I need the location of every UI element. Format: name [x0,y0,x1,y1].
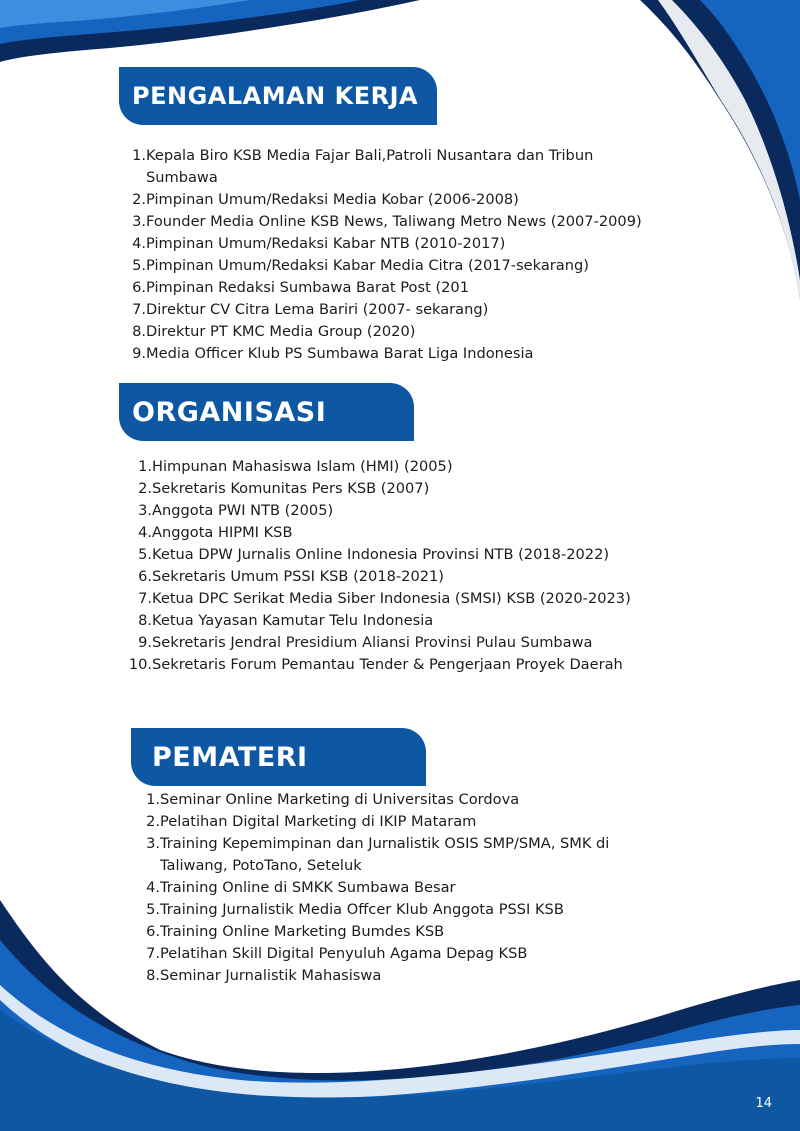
list-item-text: Seminar Jurnalistik Mahasiswa [160,967,382,984]
list-item-text: Media Officer Klub PS Sumbawa Barat Liga Indonesia [146,345,534,362]
list-item [138,943,658,965]
list-item [124,189,644,211]
list-item-text: Training Online di SMKK Sumbawa Besar [160,879,456,896]
list-item [124,343,644,365]
list-item-text: Training Kepemimpinan dan Jurnalistik OSIS SMP/SMA, SMK di Taliwang, PotoTano, Seteluk [160,835,610,874]
list-item-number: 6. [146,923,160,940]
list-item-number: 6. [138,568,152,585]
list-item-number: 7. [132,301,146,318]
list-item-text: Pimpinan Redaksi Sumbawa Barat Post (201 [146,279,470,296]
list-item [124,211,644,233]
list-item-number: 3. [146,835,160,852]
list-item-text: Sekretaris Forum Pemantau Tender & Pengerjaan Proyek Daerah [152,656,623,673]
list-item-number: 1. [138,458,152,475]
list-item [124,522,684,544]
list-item-text: Direktur CV Citra Lema Bariri (2007- sekarang) [146,301,489,318]
list-item-text: Pimpinan Umum/Redaksi Kabar Media Citra (2017-sekarang) [146,257,589,274]
list-item [124,233,644,255]
section-title: ORGANISASI [132,396,327,428]
list-item-text: Ketua DPW Jurnalis Online Indonesia Provinsi NTB (2018-2022) [152,546,610,563]
list-item [138,789,658,811]
list-item-number: 1. [132,147,146,164]
list-item-text: Sekretaris Jendral Presidium Aliansi Provinsi Pulau Sumbawa [152,634,593,651]
list-item-text: Himpunan Mahasiswa Islam (HMI) (2005) [152,458,453,475]
list-item-text: Sekretaris Umum PSSI KSB (2018-2021) [152,568,445,585]
list-item-number: 2. [132,191,146,208]
list-item-number: 5. [138,546,152,563]
list-item-number: 7. [138,590,152,607]
list-item-text: Training Jurnalistik Media Offcer Klub Anggota PSSI KSB [160,901,564,918]
list-item-text: Sekretaris Komunitas Pers KSB (2007) [152,480,430,497]
list-item-number: 5. [146,901,160,918]
list-item [124,277,644,299]
list-item-text: Direktur PT KMC Media Group (2020) [146,323,416,340]
list-item-text: Pelatihan Digital Marketing di IKIP Mataram [160,813,477,830]
list-item-number: 9. [132,345,146,362]
section-header-pemateri [131,728,426,786]
list-item-number: 2. [138,480,152,497]
list-item-number: 10. [128,656,152,673]
list-item [138,921,658,943]
list-item-text: Ketua Yayasan Kamutar Telu Indonesia [152,612,434,629]
list-item-text: Anggota HIPMI KSB [152,524,293,541]
list-item-number: 9. [138,634,152,651]
list-item-text: Pimpinan Umum/Redaksi Media Kobar (2006-2008) [146,191,519,208]
list-item [124,588,684,610]
list-item [124,145,644,189]
list-item-text: Kepala Biro KSB Media Fajar Bali,Patroli Nusantara dan Tribun Sumbawa [146,147,594,186]
list-item-number: 2. [146,813,160,830]
list-item-number: 7. [146,945,160,962]
page-number: 14 [755,1096,772,1111]
list-item-number: 1. [146,791,160,808]
list-item [138,877,658,899]
list-item-text: Training Online Marketing Bumdes KSB [160,923,445,940]
list-item [138,965,658,987]
list-item-number: 3. [138,502,152,519]
list-item-number: 8. [132,323,146,340]
list-item-number: 5. [132,257,146,274]
list-item-number: 4. [132,235,146,252]
list-item [124,610,684,632]
section-header-organisasi [119,383,414,441]
list-item [124,566,684,588]
list-item [124,654,684,676]
list-item [124,456,684,478]
section-header-pengalaman-kerja [119,67,437,125]
list-item-text: Ketua DPC Serikat Media Siber Indonesia (SMSI) KSB (2020-2023) [152,590,631,607]
organisasi-list [124,456,684,676]
list-item-number: 4. [146,879,160,896]
list-item [124,255,644,277]
list-item-number: 8. [146,967,160,984]
section-title: PEMATERI [152,741,308,773]
list-item-text: Pimpinan Umum/Redaksi Kabar NTB (2010-2017) [146,235,506,252]
list-item [124,321,644,343]
pemateri-list [138,789,658,987]
list-item-number: 8. [138,612,152,629]
list-item [124,478,684,500]
list-item-text: Anggota PWI NTB (2005) [152,502,334,519]
list-item-text: Founder Media Online KSB News, Taliwang Metro News (2007-2009) [146,213,642,230]
list-item [124,544,684,566]
list-item-text: Pelatihan Skill Digital Penyuluh Agama Depag KSB [160,945,528,962]
list-item [124,500,684,522]
list-item [138,899,658,921]
list-item [138,811,658,833]
pengalaman-kerja-list [124,145,644,365]
list-item-number: 4. [138,524,152,541]
list-item-number: 6. [132,279,146,296]
list-item-text: Seminar Online Marketing di Universitas Cordova [160,791,520,808]
section-title: PENGALAMAN KERJA [132,82,419,110]
list-item [138,833,658,877]
list-item [124,299,644,321]
list-item-number: 3. [132,213,146,230]
list-item [124,632,684,654]
